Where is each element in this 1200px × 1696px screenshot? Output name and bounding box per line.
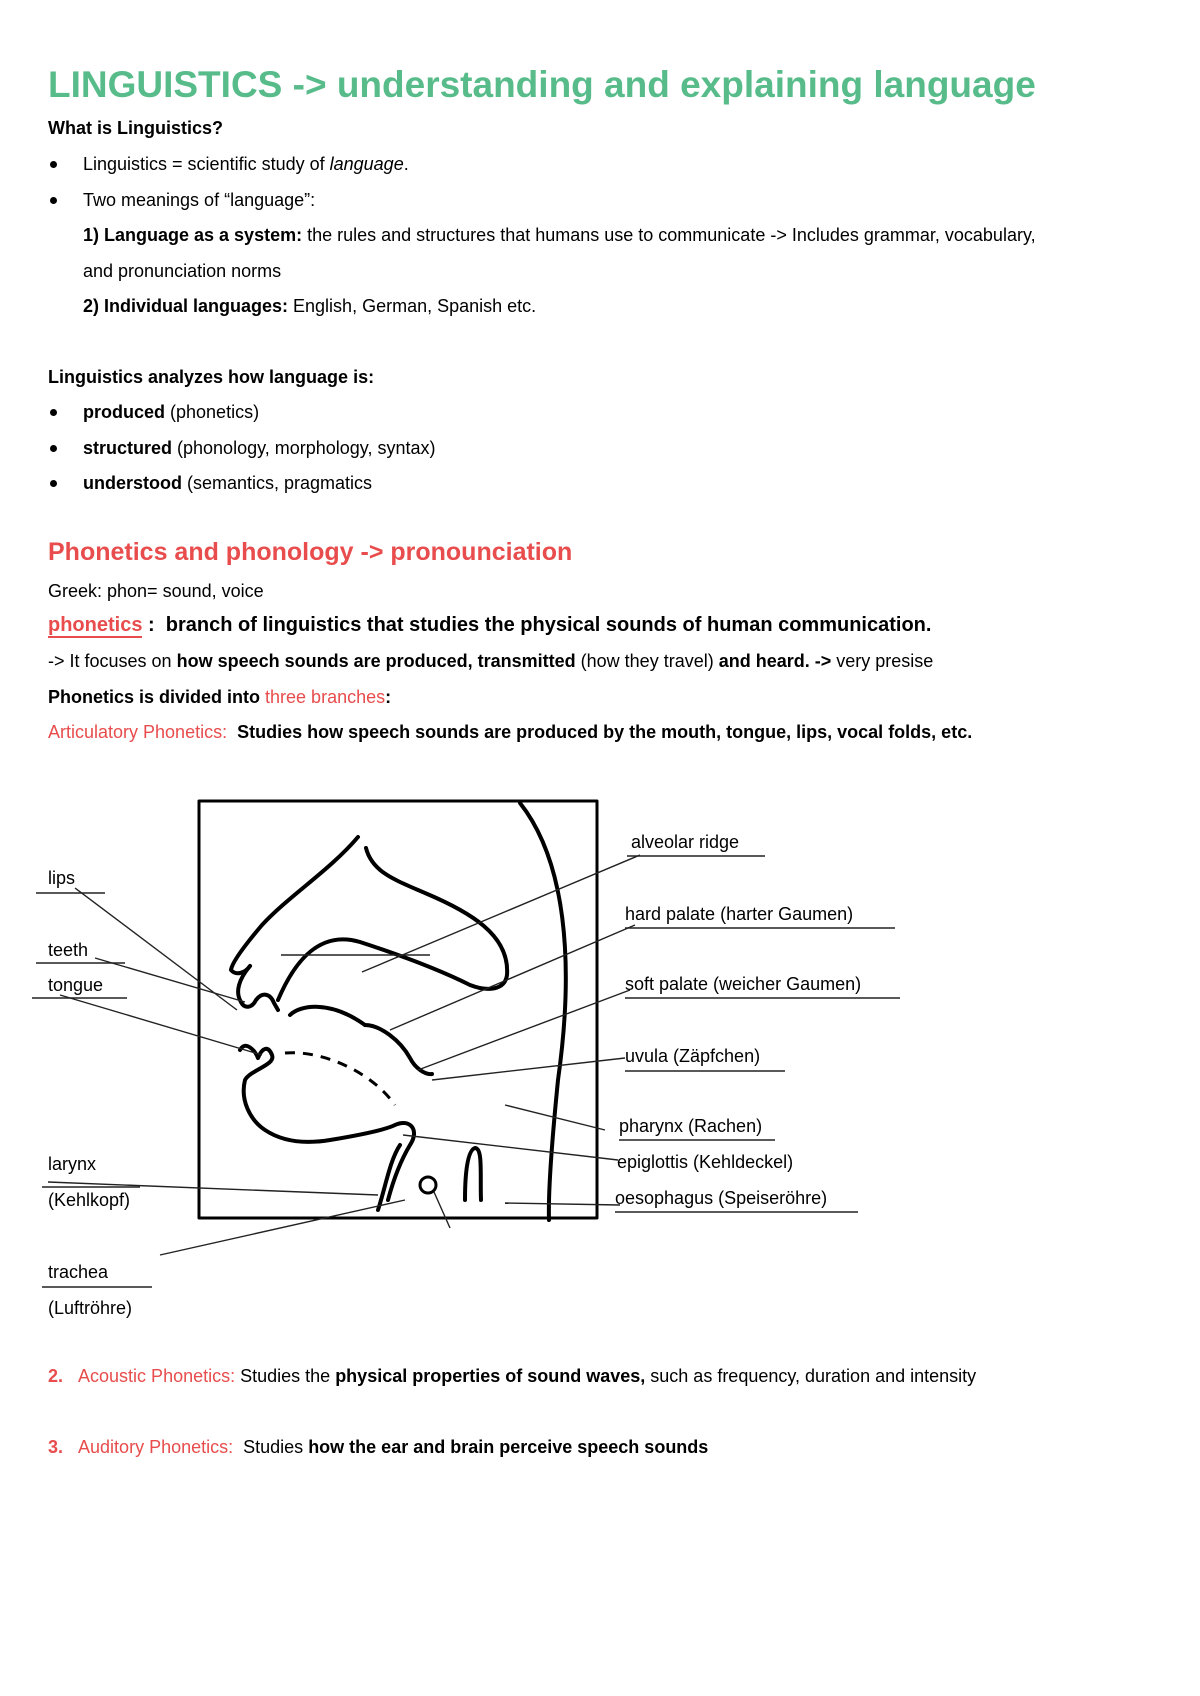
label-lips: lips (48, 868, 76, 888)
tongue-top (290, 1007, 365, 1025)
label-pharynx: pharynx (Rachen) (619, 1116, 763, 1136)
articulatory-text: Studies how speech sounds are produced by the mouth, tongue, lips, vocal folds, etc. (237, 722, 973, 742)
focus-bold: how speech sounds are produced, transmitted (176, 651, 576, 671)
meaning-2-text: English, German, Spanish etc. (288, 296, 537, 316)
focus-text: -> It focuses on (48, 651, 177, 671)
item-text: (phonology, morphology, syntax) (172, 438, 436, 458)
meaning-1-cont: and pronunciation norms (83, 261, 282, 281)
acoustic-text: such as frequency, duration and intensity (645, 1366, 977, 1386)
focus-text: very presise (831, 651, 934, 671)
meaning-2-label: 2) Individual languages: (83, 296, 289, 316)
auditory-branch (48, 1436, 708, 1458)
focus-text: (how they travel) (575, 651, 719, 671)
intro-question: What is Linguistics? (48, 118, 224, 138)
acoustic-label: Acoustic Phonetics: (78, 1366, 236, 1386)
definition-text: branch of linguistics that studies the physical sounds of human communication. (165, 614, 932, 636)
label-uvula: uvula (Zäpfchen) (625, 1046, 761, 1066)
label-larynx: larynx (48, 1154, 97, 1174)
divided-text: : (385, 687, 392, 707)
divided-text: Phonetics is divided into (48, 687, 266, 707)
acoustic-bold: physical properties of sound waves, (335, 1366, 646, 1386)
larynx-ring (420, 1177, 436, 1193)
greek-origin: Greek: phon= sound, voice (48, 581, 264, 601)
label-hard-palate: hard palate (harter Gaumen) (625, 904, 854, 924)
item-bold: structured (83, 438, 173, 458)
label-oesophagus: oesophagus (Speiseröhre) (615, 1188, 828, 1208)
oesophagus-outline (465, 1148, 481, 1200)
palate-outline (278, 848, 507, 1000)
meaning-1-label: 1) Language as a system: (83, 225, 303, 245)
auditory-number: 3. (48, 1437, 64, 1457)
nose-outline (231, 837, 358, 973)
acoustic-number: 2. (48, 1366, 64, 1386)
label-trachea: trachea (48, 1262, 109, 1282)
acoustic-text: Studies the (235, 1366, 336, 1386)
uvula-outline (365, 1025, 432, 1074)
upper-lip (238, 966, 278, 1010)
divided-highlight: three branches (265, 687, 386, 707)
articulatory-label: Articulatory Phonetics: (48, 722, 228, 742)
label-epiglottis: epiglottis (Kehldeckel) (617, 1152, 794, 1172)
pointer-lines (48, 855, 640, 1255)
acoustic-branch (48, 1365, 976, 1387)
meaning-1-text: the rules and structures that humans use to communicate -> Includes grammar, vocabulary, (302, 225, 1036, 245)
label-larynx-de: (Kehlkopf) (48, 1190, 131, 1210)
tongue-dashed (285, 1053, 395, 1105)
label-alveolar-ridge: alveolar ridge (631, 832, 740, 852)
jaw-outline (240, 1046, 395, 1142)
auditory-bold: how the ear and brain perceive speech sounds (308, 1437, 709, 1457)
bullet-text: . (403, 154, 409, 174)
analyzes-heading: Linguistics analyzes how language is: (48, 367, 375, 387)
auditory-label: Auditory Phonetics: (78, 1437, 234, 1457)
section-heading: Phonetics and phonology -> pronounciation (48, 538, 573, 566)
bullet-text: Linguistics = scientific study of (83, 154, 330, 174)
focus-bold: and heard. -> (718, 651, 832, 671)
item-text: (phonetics) (165, 402, 260, 422)
neck-outline (520, 803, 566, 1220)
label-soft-palate: soft palate (weicher Gaumen) (625, 974, 862, 994)
diagram-frame (199, 801, 597, 1218)
auditory-text: Studies (238, 1437, 309, 1457)
bullet-text: Two meanings of “language”: (83, 190, 316, 210)
item-text: (semantics, pragmatics (182, 473, 373, 493)
label-teeth: teeth (48, 940, 89, 960)
page-title: LINGUISTICS -> understanding and explaining language (48, 64, 1036, 105)
bullet-italic: language (329, 154, 404, 174)
item-bold: produced (83, 402, 166, 422)
term-colon: : (142, 614, 155, 636)
phonetics-term: phonetics (48, 614, 143, 636)
label-tongue: tongue (48, 975, 104, 995)
item-bold: understood (83, 473, 182, 493)
label-trachea-de: (Luftröhre) (48, 1298, 133, 1318)
